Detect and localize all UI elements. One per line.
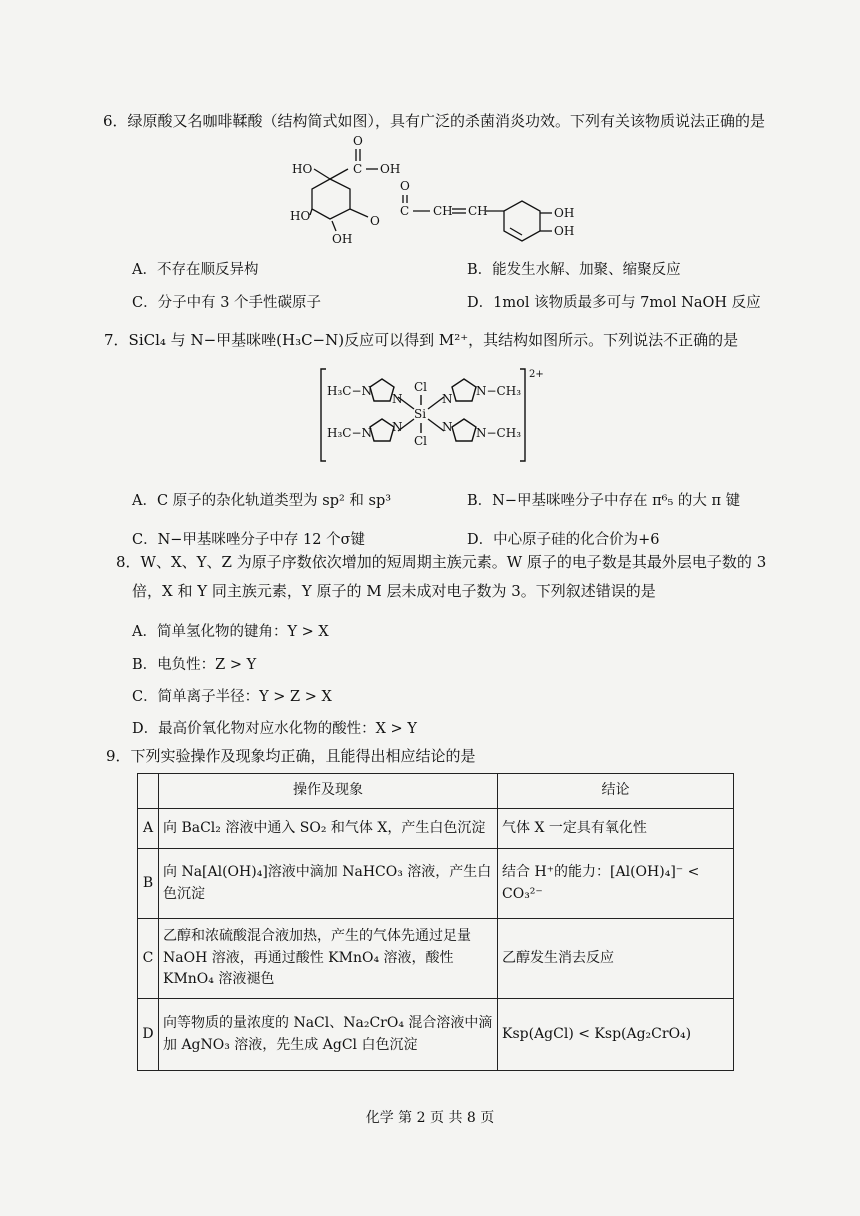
row-operation: 向 Na[Al(OH)₄]溶液中滴加 NaHCO₃ 溶液，产生白色沉淀 [159, 849, 498, 919]
row-label: A [138, 809, 159, 849]
struct-label: OH [554, 224, 575, 238]
q7-stem: 7．SiCl₄ 与 N−甲基咪唑(H₃C−N)反应可以得到 M²⁺，其结构如图所示。下列说法不正确的是 [104, 331, 739, 349]
q9-experiment-table [137, 773, 734, 1071]
row-conclusion: Ksp(AgCl) < Ksp(Ag₂CrO₄) [498, 999, 734, 1071]
page-footer: 化学 第 2 页 共 8 页 [365, 1110, 495, 1126]
table-row [138, 809, 734, 849]
struct-label: O [370, 214, 380, 228]
struct-label: H₃C−N [327, 384, 373, 398]
row-label: B [138, 849, 159, 919]
struct-label: OH [332, 232, 353, 246]
struct-label: Si [414, 407, 427, 421]
struct-label: N−CH₃ [476, 426, 522, 440]
row-conclusion: 结合 H⁺的能力：[Al(OH)₄]⁻ < CO₃²⁻ [498, 849, 734, 919]
q6-option-c: C．分子中有 3 个手性碳原子 [132, 295, 322, 311]
struct-label: HO [290, 209, 311, 223]
row-operation: 向 BaCl₂ 溶液中通入 SO₂ 和气体 X，产生白色沉淀 [159, 809, 498, 849]
q7-complex-structure [318, 365, 553, 465]
struct-label: C [400, 204, 410, 218]
complex-charge: 2+ [529, 369, 544, 380]
struct-label: OH [380, 162, 401, 176]
struct-label: N [442, 392, 453, 406]
struct-label: Cl [414, 380, 428, 394]
struct-label: N [392, 392, 403, 406]
struct-label: CH [433, 204, 453, 218]
row-conclusion: 乙醇发生消去反应 [498, 919, 734, 999]
row-operation: 向等物质的量浓度的 NaCl、Na₂CrO₄ 混合溶液中滴加 AgNO₃ 溶液，先生成 AgCl 白色沉淀 [159, 999, 498, 1071]
q6-option-a: A．不存在顺反异构 [132, 262, 259, 278]
struct-label: H₃C−N [327, 426, 373, 440]
struct-label: N [442, 420, 453, 434]
struct-label: OH [554, 206, 575, 220]
q7-option-c: C．N−甲基咪唑分子中存 12 个σ键 [132, 532, 365, 548]
struct-label: C [353, 162, 363, 176]
struct-label: N−CH₃ [476, 384, 522, 398]
table-header [138, 774, 159, 809]
q6-option-d: D．1mol 该物质最多可与 7mol NaOH 反应 [467, 295, 761, 311]
table-row [138, 849, 734, 919]
q7-option-b: B．N−甲基咪唑分子中存在 π⁶₅ 的大 π 键 [467, 493, 741, 509]
q9-stem: 9．下列实验操作及现象均正确，且能得出相应结论的是 [106, 747, 476, 765]
q8-option-a: A．简单氢化物的键角：Y > X [132, 624, 329, 640]
q7-option-a: A．C 原子的杂化轨道类型为 sp² 和 sp³ [132, 493, 392, 509]
struct-label: N [392, 420, 403, 434]
table-row [138, 919, 734, 999]
struct-label: O [353, 135, 363, 148]
struct-label: O [400, 179, 410, 193]
table-header-row [138, 774, 734, 809]
q7-option-d: D．中心原子硅的化合价为+6 [467, 532, 660, 548]
q6-chlorogenic-acid-structure [270, 135, 600, 250]
struct-label: CH [468, 204, 488, 218]
struct-label: Cl [414, 434, 428, 448]
q6-stem: 6．绿原酸又名咖啡鞣酸（结构简式如图），具有广泛的杀菌消炎功效。下列有关该物质说法正确的是 [103, 112, 766, 130]
row-conclusion: 气体 X 一定具有氧化性 [498, 809, 734, 849]
q8-option-c: C．简单离子半径：Y > Z > X [132, 689, 332, 705]
struct-label: HO [292, 162, 313, 176]
row-label: D [138, 999, 159, 1071]
q8-option-b: B．电负性：Z > Y [132, 657, 257, 673]
table-header: 操作及现象 [159, 774, 498, 809]
row-operation: 乙醇和浓硫酸混合液加热，产生的气体先通过足量 NaOH 溶液，再通过酸性 KMnO₄ 溶液，酸性 KMnO₄ 溶液褪色 [159, 919, 498, 999]
q8-stem-line2: 倍，X 和 Y 同主族元素，Y 原子的 M 层未成对电子数为 3。下列叙述错误的是 [132, 582, 656, 600]
q8-option-d: D．最高价氧化物对应水化物的酸性：X > Y [132, 721, 417, 737]
q8-stem-line1: 8．W、X、Y、Z 为原子序数依次增加的短周期主族元素。W 原子的电子数是其最外层电子数的 3 [116, 553, 767, 571]
table-row [138, 999, 734, 1071]
table-header: 结论 [498, 774, 734, 809]
row-label: C [138, 919, 159, 999]
q6-option-b: B．能发生水解、加聚、缩聚反应 [467, 262, 681, 278]
